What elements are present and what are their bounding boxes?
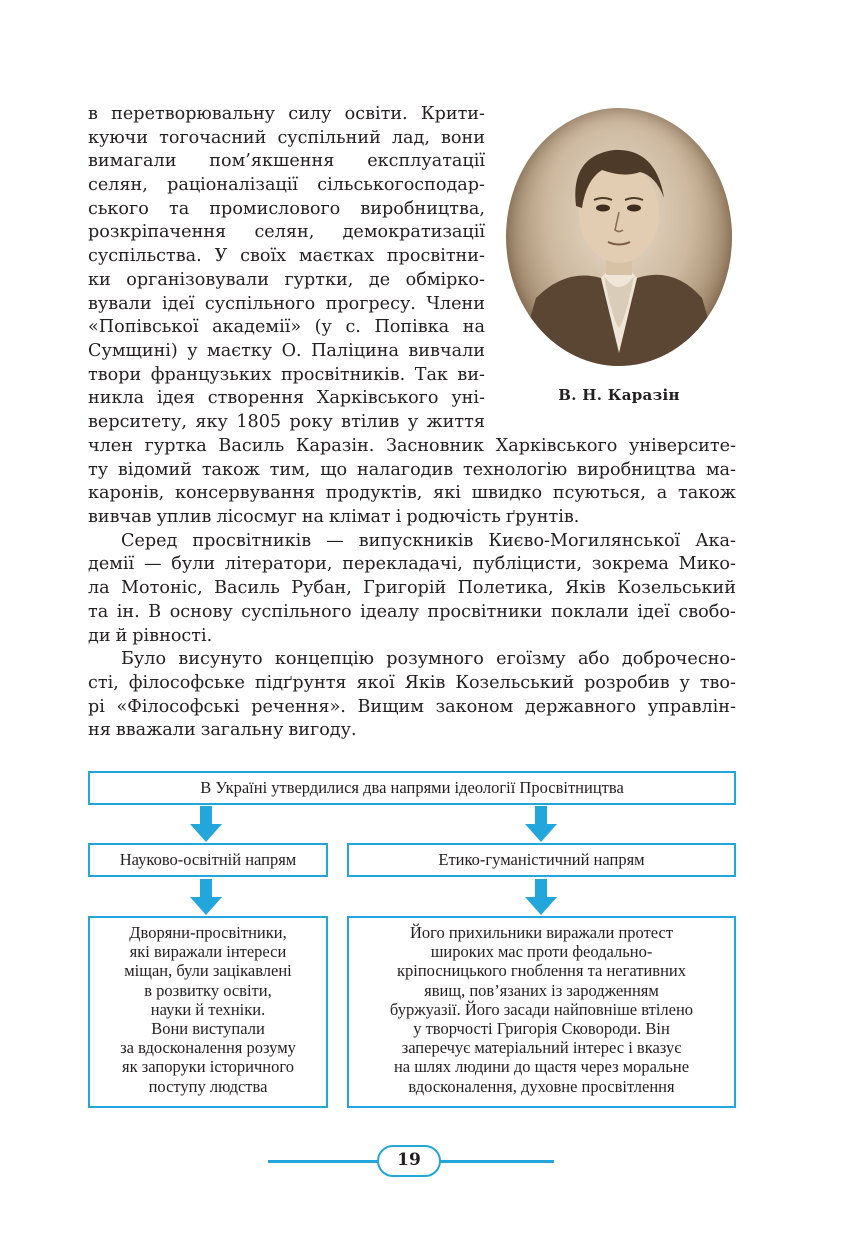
- word: Серед: [121, 530, 178, 551]
- word: та: [88, 601, 109, 622]
- word: Ака-: [695, 530, 736, 551]
- word: Паліцина: [311, 340, 399, 361]
- word: ви-: [457, 364, 485, 385]
- word: речення».: [251, 696, 346, 717]
- word: державного: [524, 696, 637, 717]
- right-direction-heading: Етико-гуманістичний напрям: [438, 850, 645, 869]
- word: освіти.: [344, 104, 408, 124]
- word: суспільний: [277, 127, 381, 148]
- arrow-down-icon: [190, 806, 222, 842]
- word: яку: [195, 411, 228, 432]
- word: уплив: [156, 507, 212, 528]
- portrait-karazin: [506, 108, 732, 366]
- word: Харківського: [316, 388, 439, 409]
- word: —: [143, 554, 162, 575]
- word: никла: [88, 388, 145, 409]
- word: вигоду.: [288, 720, 357, 741]
- text-line: [88, 174, 485, 198]
- text-line: [88, 103, 485, 127]
- word: селян,: [88, 175, 148, 196]
- word: О.: [281, 340, 302, 361]
- word: ідеї: [637, 601, 670, 622]
- word: вували: [88, 293, 152, 314]
- word: —: [326, 530, 344, 551]
- word: просвітни-: [386, 246, 485, 267]
- word: університе-: [629, 436, 736, 456]
- text-line: [88, 577, 736, 601]
- word: лад,: [391, 127, 430, 148]
- word: які: [433, 483, 461, 504]
- diagram-title: В Україні утвердилися два напрями ідеології Просвітництва: [200, 778, 624, 797]
- description-line: Його прихильники виражали протест: [409, 923, 674, 942]
- word: основу: [169, 601, 233, 622]
- word: рівності.: [132, 625, 213, 646]
- text-line: [88, 387, 485, 411]
- word: В: [148, 601, 162, 622]
- word: суспільного: [204, 293, 316, 314]
- text-line: [88, 198, 485, 222]
- word: демії: [88, 554, 135, 575]
- right-direction-box: [347, 843, 736, 877]
- word: на: [301, 507, 325, 528]
- word: Вищим: [357, 696, 424, 717]
- word: відомий: [117, 459, 193, 480]
- word: літератори,: [224, 554, 333, 575]
- word: створення: [207, 388, 305, 409]
- body-text-wrapped: [88, 103, 485, 435]
- word: французьких: [150, 364, 272, 385]
- word: промислового: [209, 198, 341, 219]
- word: своїх: [240, 246, 287, 267]
- word: випускників: [358, 530, 474, 551]
- text-line: [88, 506, 736, 530]
- word: технологію: [462, 459, 568, 480]
- word: суспільства.: [88, 246, 202, 267]
- word: Василь: [214, 578, 280, 599]
- word: сільськогосподар-: [317, 175, 485, 196]
- word: суспільного: [241, 601, 352, 622]
- word: ту: [88, 459, 109, 480]
- word: Члени: [426, 293, 485, 314]
- page-number: 19: [377, 1145, 441, 1177]
- text-line: [88, 127, 485, 151]
- word: експлуатації: [367, 151, 485, 172]
- word: Києво-Могилянської: [488, 530, 681, 551]
- word: філософське: [128, 672, 245, 693]
- left-direction-box: [88, 843, 328, 877]
- word: та: [168, 198, 190, 219]
- word: член: [88, 436, 133, 456]
- word: Григорій: [363, 578, 447, 599]
- word: що: [320, 459, 348, 480]
- word: швидко: [471, 483, 543, 504]
- text-line: [88, 435, 736, 459]
- diagram-title-box: [88, 771, 736, 805]
- text-line: [88, 245, 485, 269]
- word: втілив: [341, 411, 400, 432]
- description-line: науки й техніки.: [150, 999, 266, 1019]
- word: ла: [88, 578, 110, 599]
- text-line: [88, 696, 736, 720]
- word: псуються,: [552, 483, 646, 504]
- word: виробництва,: [360, 198, 485, 219]
- word: публіцисти,: [472, 554, 583, 575]
- text-line: [88, 364, 485, 388]
- word: куючи: [88, 127, 149, 148]
- text-line: [88, 411, 485, 435]
- description-line: кріпосницького гноблення та негативних: [396, 961, 687, 981]
- word: Яків: [404, 672, 446, 693]
- word: вивчали: [408, 340, 485, 361]
- word: виробництва: [577, 459, 697, 480]
- word: обмірко-: [405, 269, 485, 290]
- word: тогочасний: [159, 127, 267, 148]
- word: «Попівської: [88, 317, 199, 338]
- word: Каразін.: [295, 436, 375, 456]
- word: с.: [345, 317, 361, 338]
- word: розумного: [386, 649, 484, 670]
- word: також: [678, 483, 736, 504]
- word: У: [214, 246, 228, 267]
- word: перекладачі,: [342, 554, 463, 575]
- description-line: в розвитку освіти,: [144, 980, 272, 1000]
- text-line: [88, 625, 736, 649]
- description-line: які виражали інтереси: [129, 942, 287, 962]
- word: у: [407, 411, 419, 432]
- word: року: [289, 411, 333, 432]
- description-line: за вдосконалення розуму: [120, 1038, 296, 1058]
- text-line: [88, 553, 736, 577]
- word: родючість: [406, 507, 501, 528]
- word: були: [171, 554, 216, 575]
- word: сті,: [88, 672, 119, 693]
- description-line: буржуазії. Його засади найповніше втілено: [389, 999, 694, 1019]
- word: клімат: [329, 507, 391, 528]
- arrow-down-icon: [190, 879, 222, 915]
- word: загальну: [200, 720, 284, 741]
- word: прогресу.: [325, 293, 416, 314]
- arrow-down-icon: [525, 879, 557, 915]
- description-line: на шлях людини до щастя через моральне: [393, 1057, 690, 1077]
- footer-rule-right: [438, 1160, 554, 1163]
- word: перетворювальну: [111, 104, 276, 124]
- word: 1805: [236, 411, 282, 432]
- word: Харківського: [495, 436, 618, 456]
- word: на: [462, 317, 485, 338]
- word: підґрунтя: [254, 672, 347, 693]
- word: організовували: [126, 269, 269, 290]
- word: ідеалу: [360, 601, 419, 622]
- word: ського: [88, 198, 149, 219]
- arrow-down-icon: [525, 806, 557, 842]
- word: гуртки,: [284, 269, 354, 290]
- word: концепцію: [274, 649, 374, 670]
- word: ін.: [116, 601, 140, 622]
- word: Василь: [218, 436, 285, 456]
- word: Так: [414, 364, 448, 385]
- description-line: як запоруки історичного: [122, 1057, 294, 1077]
- text-line: [88, 340, 485, 364]
- word: маєтках: [298, 246, 375, 267]
- word: свобо-: [678, 601, 736, 622]
- description-line: Вони виступали: [151, 1019, 265, 1039]
- description-line: у творчості Григорія Сковороди. Він: [413, 1019, 670, 1039]
- word: Мико-: [678, 554, 736, 575]
- word: законом: [435, 696, 514, 717]
- text-line: [88, 482, 736, 506]
- word: вважали: [115, 720, 196, 741]
- word: поклали: [550, 601, 629, 622]
- word: Мотоніс,: [121, 578, 203, 599]
- word: Крити-: [420, 104, 485, 124]
- text-line: [88, 719, 736, 743]
- word: і: [395, 507, 402, 528]
- text-line: [88, 221, 485, 245]
- text-line: [88, 672, 736, 696]
- word: ня: [88, 720, 111, 741]
- left-direction-description: [88, 916, 328, 1108]
- word: верситету,: [88, 411, 187, 432]
- word: демократизації: [342, 222, 485, 243]
- portrait-caption: В. Н. Каразін: [558, 386, 680, 404]
- word: Яків: [564, 578, 606, 599]
- word: просвітники: [427, 601, 543, 622]
- word: селян,: [254, 222, 315, 243]
- word: висунуто: [178, 649, 263, 670]
- word: консервування: [174, 483, 316, 504]
- word: лісосмуг: [216, 507, 297, 528]
- description-line: заперечує матеріальний інтерес і вказує: [401, 1038, 682, 1058]
- word: Козельський: [455, 672, 575, 693]
- text-line: [88, 648, 736, 672]
- word: в: [88, 104, 98, 124]
- word: розробив: [584, 672, 670, 693]
- footer-rule-left: [268, 1160, 380, 1163]
- word: у: [187, 340, 198, 361]
- word: тим,: [269, 459, 311, 480]
- word: твори: [88, 364, 142, 385]
- word: уні-: [451, 388, 485, 409]
- description-line: широких мас проти феодально-: [430, 942, 653, 962]
- word: пом’якшення: [209, 151, 335, 172]
- text-line: [88, 316, 485, 340]
- word: маєтку: [207, 340, 273, 361]
- word: гуртка: [144, 436, 207, 456]
- description-line: поступу людства: [148, 1076, 268, 1096]
- word: каронів,: [88, 483, 165, 504]
- description-line: Дворяни-просвітники,: [129, 923, 287, 942]
- word: ґрунтів.: [505, 507, 580, 528]
- word: просвітників.: [280, 364, 406, 385]
- word: Сумщині): [88, 340, 178, 361]
- word: налагодив: [356, 459, 454, 480]
- word: продуктів,: [325, 483, 423, 504]
- portrait-engraving: [506, 108, 732, 366]
- word: зокрема: [591, 554, 669, 575]
- word: Засновник: [386, 436, 484, 456]
- word: рі: [88, 696, 105, 717]
- word: де: [368, 269, 391, 290]
- text-line: [88, 601, 736, 625]
- body-text-full: [88, 435, 736, 743]
- word: раціоналізації: [167, 175, 299, 196]
- text-line: [88, 459, 736, 483]
- word: вивчав: [88, 507, 152, 528]
- word: у: [679, 672, 690, 693]
- word: доброчесно-: [621, 649, 736, 670]
- word: також: [201, 459, 260, 480]
- text-line: [88, 269, 485, 293]
- word: управлін-: [647, 696, 736, 717]
- word: ки: [88, 269, 111, 290]
- word: «Філософські: [116, 696, 240, 717]
- word: Рубан,: [291, 578, 352, 599]
- word: силу: [288, 104, 332, 124]
- word: життя: [426, 411, 485, 432]
- word: або: [577, 649, 610, 670]
- text-line: [88, 293, 485, 317]
- word: ди: [88, 625, 111, 646]
- word: академії»: [212, 317, 302, 338]
- description-line: міщан, були зацікавлені: [124, 961, 292, 981]
- right-direction-description: [347, 916, 736, 1108]
- word: вимагали: [88, 151, 177, 172]
- text-line: [88, 530, 736, 554]
- word: розкріпачення: [88, 222, 227, 243]
- word: тво-: [699, 672, 736, 693]
- word: Полетика,: [457, 578, 554, 599]
- text-line: [88, 150, 485, 174]
- word: егоїзму: [496, 649, 566, 670]
- word: якої: [356, 672, 395, 693]
- word: (у: [314, 317, 332, 338]
- word: вони: [441, 127, 485, 148]
- word: Попівка: [374, 317, 450, 338]
- word: Було: [121, 649, 167, 670]
- word: ідеї: [161, 293, 195, 314]
- word: й: [115, 625, 128, 646]
- left-direction-heading: Науково-освітній напрям: [119, 850, 297, 869]
- word: ма-: [705, 459, 736, 480]
- word: просвітників: [192, 530, 312, 551]
- word: ідея: [156, 388, 195, 409]
- description-line: вдосконалення, духовне просвітлення: [408, 1076, 675, 1096]
- word: а: [656, 483, 668, 504]
- description-line: явищ, пов’язаних із зародженням: [424, 980, 659, 1000]
- word: Козельський: [617, 578, 736, 599]
